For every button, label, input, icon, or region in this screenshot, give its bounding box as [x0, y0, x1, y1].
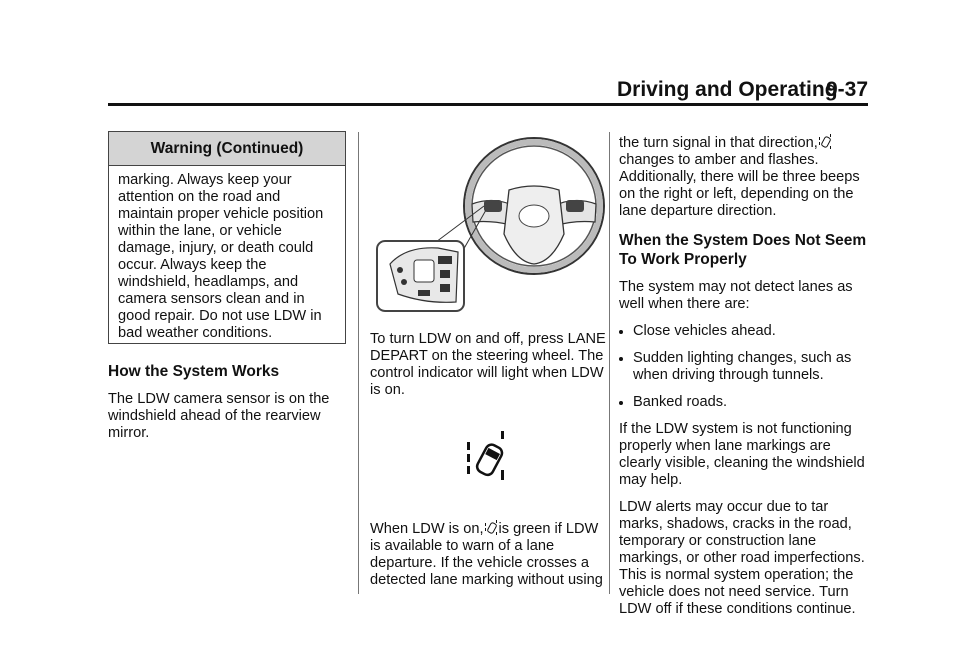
body-text: changes to amber and flashes. Additionally, there will be three beeps on the right or left, depending on the lane departure direction.	[619, 152, 860, 219]
bullet-list	[619, 323, 869, 411]
bullet-icon	[619, 330, 623, 334]
list-item-text: Close vehicles ahead.	[633, 323, 776, 339]
how-it-works-section	[108, 362, 348, 442]
warning-text: marking. Always keep your attention on the road and maintain proper vehicle position within the lane, or vehicle damage, injury, or death could occur. Always keep the windshield, headlamps, and camera sensors clean and in good repair. Do not use LDW in bad weather conditions.	[118, 172, 324, 341]
body-paragraph	[619, 133, 869, 220]
steering-wheel-icon	[376, 134, 610, 316]
lane-departure-icon	[484, 519, 499, 536]
body-text: When LDW is on,	[370, 521, 484, 537]
list-item	[619, 394, 869, 411]
body-paragraph: The system may not detect lanes as well when there are:	[619, 279, 853, 312]
list-item	[619, 323, 869, 340]
body-text: is green if LDW is available to warn of a lane departure. If the vehicle crosses a detected lane marking without using	[370, 521, 603, 588]
list-item	[619, 350, 869, 384]
lane-departure-icon	[462, 428, 512, 484]
body-paragraph: To turn LDW on and off, press LANE DEPART on the steering wheel. The control indicator will light when LDW is on.	[370, 331, 606, 398]
list-item-text: Banked roads.	[633, 394, 728, 410]
body-paragraph: The LDW camera sensor is on the windshield ahead of the rearview mirror.	[108, 391, 330, 441]
section-heading: When the System Does Not Seem To Work Properly	[619, 232, 867, 268]
section-heading: How the System Works	[108, 363, 280, 380]
ldw-on-paragraph	[370, 519, 610, 589]
bullet-icon	[619, 357, 623, 361]
page-number: 9-37	[826, 78, 869, 101]
section-title: Driving and Operating	[617, 78, 838, 101]
list-item-text: Sudden lighting changes, such as when driving through tunnels.	[633, 350, 852, 383]
column-three	[619, 133, 869, 618]
warning-title: Warning (Continued)	[109, 132, 345, 166]
column-two	[370, 331, 610, 399]
body-text: the turn signal in that direction,	[619, 135, 818, 151]
lane-departure-icon	[818, 133, 833, 150]
body-paragraph: If the LDW system is not functioning properly when lane markings are clearly visible, cleaning the windshield may help.	[619, 421, 865, 488]
warning-box	[108, 131, 346, 344]
header-rule	[108, 103, 868, 106]
body-paragraph: LDW alerts may occur due to tar marks, shadows, cracks in the road, temporary or construction lane markings, or other road imperfections. This is normal system operation; the vehicle does not need service. Turn LDW off if these conditions continue.	[619, 499, 865, 617]
column-divider	[358, 132, 359, 594]
bullet-icon	[619, 401, 623, 405]
